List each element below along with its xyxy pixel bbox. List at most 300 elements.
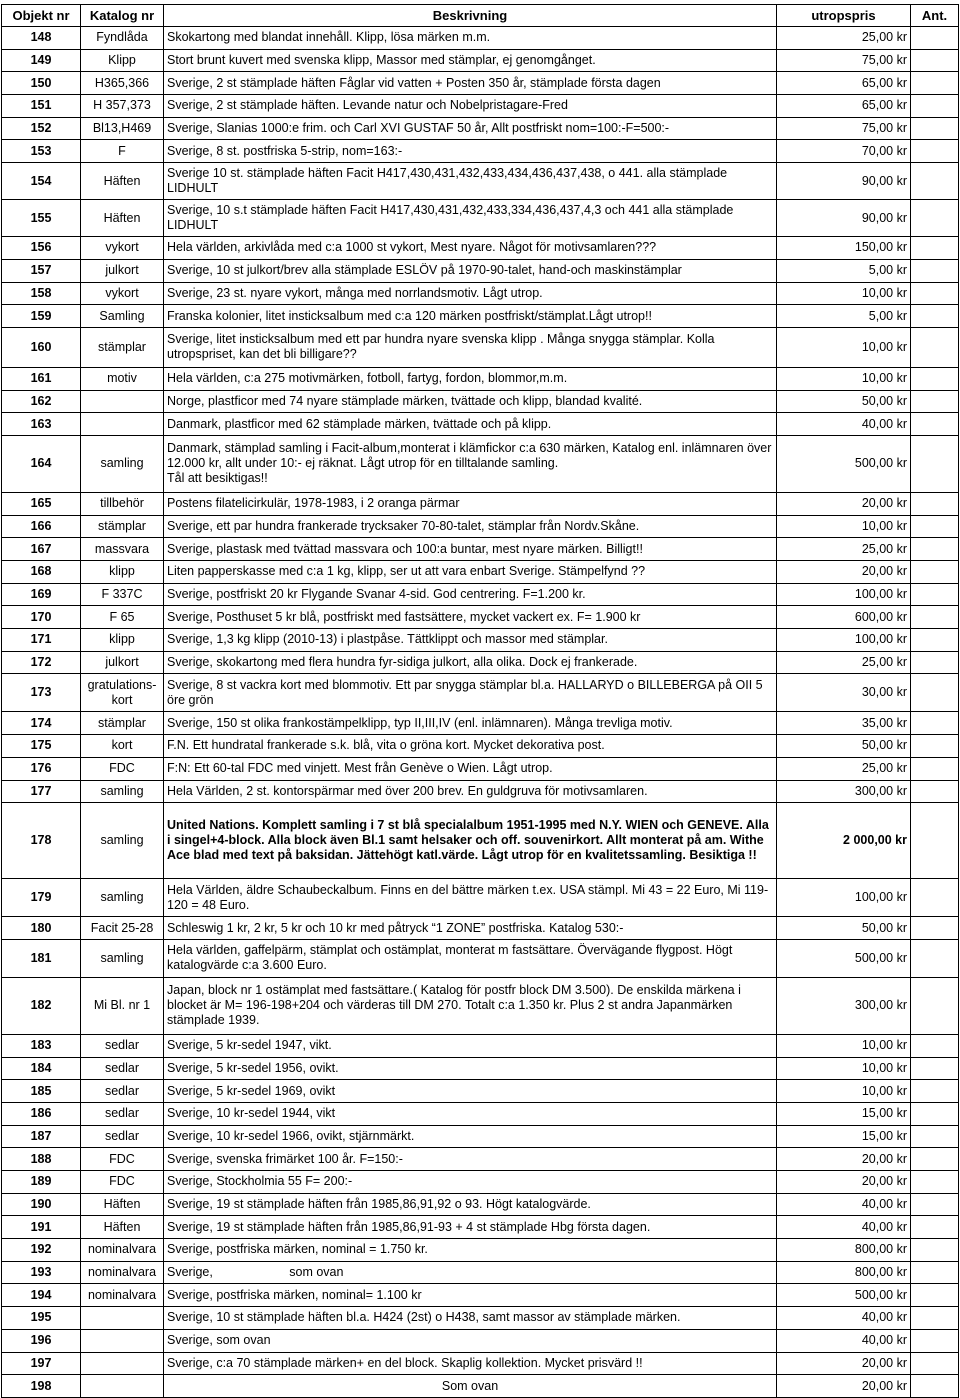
- quantity: [911, 757, 959, 780]
- quantity: [911, 1284, 959, 1307]
- table-row: [2, 413, 959, 436]
- quantity: [911, 606, 959, 629]
- table-row: [2, 1171, 959, 1194]
- quantity: [911, 49, 959, 72]
- header-beskrivning: Beskrivning: [164, 5, 777, 27]
- lot-number: 161: [2, 367, 81, 390]
- table-row: [2, 435, 959, 492]
- lot-number: 152: [2, 117, 81, 140]
- table-row: [2, 939, 959, 977]
- header-katalog: Katalog nr: [81, 5, 164, 27]
- lot-number: 194: [2, 1284, 81, 1307]
- starting-price: 20,00 kr: [777, 1352, 911, 1375]
- quantity: [911, 1193, 959, 1216]
- description: Hela Världen, 2 st. kontorspärmar med över 200 brev. En guldgruva för motivsamlaren.: [164, 780, 777, 803]
- catalog-number: FDC: [81, 1171, 164, 1194]
- lot-number: 172: [2, 651, 81, 674]
- lot-number: 197: [2, 1352, 81, 1375]
- catalog-number: [81, 1329, 164, 1352]
- lot-number: 162: [2, 390, 81, 413]
- quantity: [911, 674, 959, 712]
- catalog-number: sedlar: [81, 1034, 164, 1057]
- catalog-number: samling: [81, 803, 164, 879]
- lot-number: 182: [2, 977, 81, 1034]
- table-row: [2, 95, 959, 118]
- starting-price: 25,00 kr: [777, 27, 911, 50]
- catalog-number: tillbehör: [81, 492, 164, 515]
- starting-price: 10,00 kr: [777, 1080, 911, 1103]
- table-row: [2, 879, 959, 917]
- quantity: [911, 1216, 959, 1239]
- description: Sverige, 8 st. postfriska 5-strip, nom=163:-: [164, 140, 777, 163]
- starting-price: 40,00 kr: [777, 1216, 911, 1239]
- starting-price: 65,00 kr: [777, 72, 911, 95]
- description: Skokartong med blandat innehåll. Klipp, lösa märken m.m.: [164, 27, 777, 50]
- quantity: [911, 1148, 959, 1171]
- table-row: [2, 1034, 959, 1057]
- lot-number: 184: [2, 1057, 81, 1080]
- quantity: [911, 435, 959, 492]
- lot-number: 168: [2, 561, 81, 584]
- quantity: [911, 327, 959, 367]
- quantity: [911, 282, 959, 305]
- lot-number: 156: [2, 237, 81, 260]
- starting-price: 25,00 kr: [777, 538, 911, 561]
- description: Sverige, 23 st. nyare vykort, många med norrlandsmotiv. Lågt utrop.: [164, 282, 777, 305]
- description: Postens filatelicirkulär, 1978-1983, i 2 oranga pärmar: [164, 492, 777, 515]
- description: Sverige, c:a 70 stämplade märken+ en del block. Skaplig kollektion. Mycket prisvärd !!: [164, 1352, 777, 1375]
- catalog-number: nominalvara: [81, 1239, 164, 1262]
- description: United Nations. Komplett samling i 7 st blå specialalbum 1951-1995 med N.Y. WIEN och GENEVE. Alla i singel+4-block. Alla block även Bl.1 samt helsaker och off. souvenirkort. Allt monterat på am. Withe Ace blad med text på baksidan. Jättehögt katl.värde. Lågt utrop för en kvalitetssamling. Besiktiga !!: [164, 803, 777, 879]
- starting-price: 10,00 kr: [777, 327, 911, 367]
- lot-number: 179: [2, 879, 81, 917]
- starting-price: 10,00 kr: [777, 1057, 911, 1080]
- catalog-number: Mi Bl. nr 1: [81, 977, 164, 1034]
- quantity: [911, 1307, 959, 1330]
- table-row: [2, 305, 959, 328]
- quantity: [911, 413, 959, 436]
- catalog-number: klipp: [81, 629, 164, 652]
- quantity: [911, 1102, 959, 1125]
- table-row: [2, 72, 959, 95]
- starting-price: 40,00 kr: [777, 1193, 911, 1216]
- description: Sverige, 10 st stämplade häften bl.a. H424 (2st) o H438, samt massor av stämplade märken.: [164, 1307, 777, 1330]
- starting-price: 20,00 kr: [777, 1375, 911, 1398]
- lot-number: 180: [2, 917, 81, 940]
- table-row: [2, 259, 959, 282]
- description: Sverige, plastask med tvättad massvara och 100:a buntar, mest nyare märken. Billigt!!: [164, 538, 777, 561]
- table-row: [2, 977, 959, 1034]
- description: Sverige, som ovan: [164, 1329, 777, 1352]
- starting-price: 10,00 kr: [777, 1034, 911, 1057]
- catalog-number: vykort: [81, 237, 164, 260]
- description: F.N. Ett hundratal frankerade s.k. blå, vita o gröna kort. Mycket dekorativa post.: [164, 735, 777, 758]
- quantity: [911, 879, 959, 917]
- table-row: [2, 1261, 959, 1284]
- starting-price: 10,00 kr: [777, 282, 911, 305]
- catalog-number: Facit 25-28: [81, 917, 164, 940]
- table-row: [2, 27, 959, 50]
- starting-price: 30,00 kr: [777, 674, 911, 712]
- description: Norge, plastficor med 74 nyare stämplade märken, tvättade och klipp, blandad kvalité.: [164, 390, 777, 413]
- starting-price: 75,00 kr: [777, 49, 911, 72]
- starting-price: 40,00 kr: [777, 413, 911, 436]
- quantity: [911, 1057, 959, 1080]
- description: Sverige, 10 kr-sedel 1944, vikt: [164, 1102, 777, 1125]
- starting-price: 50,00 kr: [777, 917, 911, 940]
- starting-price: 800,00 kr: [777, 1239, 911, 1262]
- table-row: [2, 327, 959, 367]
- description: Hela världen, gaffelpärm, stämplat och ostämplat, monterat m fastsättare. Övervägande flygpost. Högt katalogvärde c:a 3.600 Euro.: [164, 939, 777, 977]
- lot-number: 177: [2, 780, 81, 803]
- quantity: [911, 515, 959, 538]
- header-row: [2, 5, 959, 27]
- lot-number: 159: [2, 305, 81, 328]
- lot-number: 191: [2, 1216, 81, 1239]
- starting-price: 20,00 kr: [777, 492, 911, 515]
- catalog-number: [81, 413, 164, 436]
- starting-price: 600,00 kr: [777, 606, 911, 629]
- starting-price: 500,00 kr: [777, 1284, 911, 1307]
- table-row: [2, 237, 959, 260]
- lot-number: 171: [2, 629, 81, 652]
- lot-number: 196: [2, 1329, 81, 1352]
- starting-price: 50,00 kr: [777, 390, 911, 413]
- quantity: [911, 803, 959, 879]
- description: Danmark, stämplad samling i Facit-album,monterat i klämfickor c:a 630 märken, Katalog enl. inlämnaren över 12.000 kr, allt under 10:- ej räknat. Lågt utrop för en tilltalande samling. Tål att besiktigas!!: [164, 435, 777, 492]
- catalog-number: stämplar: [81, 327, 164, 367]
- starting-price: 50,00 kr: [777, 735, 911, 758]
- starting-price: 20,00 kr: [777, 1171, 911, 1194]
- quantity: [911, 95, 959, 118]
- table-row: [2, 674, 959, 712]
- lot-number: 185: [2, 1080, 81, 1103]
- table-row: [2, 1352, 959, 1375]
- table-row: [2, 712, 959, 735]
- description: Sverige, skokartong med flera hundra fyr-sidiga julkort, alla olika. Dock ej frankerade.: [164, 651, 777, 674]
- description: Sverige, 5 kr-sedel 1956, ovikt.: [164, 1057, 777, 1080]
- table-row: [2, 1080, 959, 1103]
- description: Hela Världen, äldre Schaubeckalbum. Finns en del bättre märken t.ex. USA stämpl. Mi 43 = 22 Euro, Mi 119-120 = 48 Euro.: [164, 879, 777, 917]
- description: Danmark, plastficor med 62 stämplade märken, tvättade och på klipp.: [164, 413, 777, 436]
- starting-price: 5,00 kr: [777, 305, 911, 328]
- description: Sverige, Posthuset 5 kr blå, postfriskt med fastsättere, mycket vackert ex. F= 1.900 kr: [164, 606, 777, 629]
- table-row: [2, 917, 959, 940]
- starting-price: 2 000,00 kr: [777, 803, 911, 879]
- quantity: [911, 1171, 959, 1194]
- table-row: [2, 117, 959, 140]
- quantity: [911, 27, 959, 50]
- starting-price: 40,00 kr: [777, 1329, 911, 1352]
- catalog-number: Klipp: [81, 49, 164, 72]
- lot-number: 167: [2, 538, 81, 561]
- lot-number: 158: [2, 282, 81, 305]
- description: Sverige, 10 kr-sedel 1966, ovikt, stjärnmärkt.: [164, 1125, 777, 1148]
- catalog-number: kort: [81, 735, 164, 758]
- lot-number: 154: [2, 163, 81, 200]
- lot-number: 148: [2, 27, 81, 50]
- starting-price: 500,00 kr: [777, 435, 911, 492]
- catalog-number: julkort: [81, 259, 164, 282]
- quantity: [911, 1352, 959, 1375]
- starting-price: 20,00 kr: [777, 561, 911, 584]
- quantity: [911, 390, 959, 413]
- catalog-number: F 337C: [81, 583, 164, 606]
- catalog-number: [81, 390, 164, 413]
- quantity: [911, 583, 959, 606]
- description: Sverige, 10 st julkort/brev alla stämplade ESLÖV på 1970-90-talet, hand-och maskinstämplar: [164, 259, 777, 282]
- catalog-number: Samling: [81, 305, 164, 328]
- catalog-number: sedlar: [81, 1102, 164, 1125]
- header-utropspris: utropspris: [777, 5, 911, 27]
- table-row: [2, 515, 959, 538]
- catalog-number: [81, 1352, 164, 1375]
- catalog-number: Häften: [81, 1216, 164, 1239]
- lot-number: 169: [2, 583, 81, 606]
- lot-number: 198: [2, 1375, 81, 1398]
- catalog-number: F 65: [81, 606, 164, 629]
- table-row: [2, 492, 959, 515]
- lot-number: 165: [2, 492, 81, 515]
- description: Sverige, ett par hundra frankerade trycksaker 70-80-talet, stämplar från Nordv.Skåne.: [164, 515, 777, 538]
- lot-number: 192: [2, 1239, 81, 1262]
- catalog-number: H365,366: [81, 72, 164, 95]
- catalog-number: samling: [81, 939, 164, 977]
- description: Sverige, postfriska märken, nominal = 1.750 kr.: [164, 1239, 777, 1262]
- description: Sverige, Slanias 1000:e frim. och Carl XVI GUSTAF 50 år, Allt postfriskt nom=100:-F=500:-: [164, 117, 777, 140]
- catalog-number: sedlar: [81, 1080, 164, 1103]
- catalog-number: klipp: [81, 561, 164, 584]
- quantity: [911, 1125, 959, 1148]
- starting-price: 70,00 kr: [777, 140, 911, 163]
- lot-number: 164: [2, 435, 81, 492]
- description: Liten papperskasse med c:a 1 kg, klipp, ser ut att vara enbart Sverige. Stämpelfynd ??: [164, 561, 777, 584]
- table-row: [2, 803, 959, 879]
- table-row: [2, 1284, 959, 1307]
- lot-number: 175: [2, 735, 81, 758]
- description: Som ovan: [164, 1375, 777, 1398]
- description: Japan, block nr 1 ostämplat med fastsättare.( Katalog för postfr block DM 3.500). De enskilda märkena i blocket är M= 196-198+204 och värderas till DM 270. Totalt c:a 1.350 kr. Plus 2 st andra Japanmärken stämplade 1939.: [164, 977, 777, 1034]
- lot-number: 189: [2, 1171, 81, 1194]
- description: Sverige, 5 kr-sedel 1969, ovikt: [164, 1080, 777, 1103]
- lot-number: 170: [2, 606, 81, 629]
- description: Hela världen, c:a 275 motivmärken, fotboll, fartyg, fordon, blommor,m.m.: [164, 367, 777, 390]
- quantity: [911, 200, 959, 237]
- lot-number: 195: [2, 1307, 81, 1330]
- quantity: [911, 1080, 959, 1103]
- table-row: [2, 629, 959, 652]
- quantity: [911, 1034, 959, 1057]
- description: F:N: Ett 60-tal FDC med vinjett. Mest från Genève o Wien. Lågt utrop.: [164, 757, 777, 780]
- table-row: [2, 583, 959, 606]
- description: Sverige, 19 st stämplade häften från 1985,86,91-93 + 4 st stämplade Hbg första dagen.: [164, 1216, 777, 1239]
- catalog-number: nominalvara: [81, 1261, 164, 1284]
- table-row: [2, 200, 959, 237]
- table-row: [2, 538, 959, 561]
- starting-price: 300,00 kr: [777, 780, 911, 803]
- starting-price: 90,00 kr: [777, 163, 911, 200]
- table-row: [2, 390, 959, 413]
- starting-price: 500,00 kr: [777, 939, 911, 977]
- catalog-number: samling: [81, 879, 164, 917]
- header-ant: Ant.: [911, 5, 959, 27]
- lot-number: 181: [2, 939, 81, 977]
- catalog-number: [81, 1375, 164, 1398]
- starting-price: 150,00 kr: [777, 237, 911, 260]
- lot-number: 166: [2, 515, 81, 538]
- table-row: [2, 1329, 959, 1352]
- description: Hela världen, arkivlåda med c:a 1000 st vykort, Mest nyare. Något för motivsamlaren???: [164, 237, 777, 260]
- lot-number: 149: [2, 49, 81, 72]
- description: Sverige, 1,3 kg klipp (2010-13) i plastpåse. Tättklippt och massor med stämplar.: [164, 629, 777, 652]
- table-row: [2, 1307, 959, 1330]
- starting-price: 25,00 kr: [777, 651, 911, 674]
- table-row: [2, 757, 959, 780]
- description: Sverige, 5 kr-sedel 1947, vikt.: [164, 1034, 777, 1057]
- quantity: [911, 917, 959, 940]
- description: Sverige, 150 st olika frankostämpelklipp, typ II,III,IV (enl. inlämnaren). Många trevliga motiv.: [164, 712, 777, 735]
- lot-number: 155: [2, 200, 81, 237]
- lot-number: 186: [2, 1102, 81, 1125]
- table-row: [2, 1193, 959, 1216]
- table-row: [2, 282, 959, 305]
- catalog-number: FDC: [81, 1148, 164, 1171]
- description: Sverige, som ovan: [164, 1261, 777, 1284]
- starting-price: 10,00 kr: [777, 367, 911, 390]
- table-row: [2, 1057, 959, 1080]
- catalog-number: samling: [81, 780, 164, 803]
- quantity: [911, 237, 959, 260]
- description: Sverige, 2 st stämplade häften Fåglar vid vatten + Posten 350 år, stämplade första dagen: [164, 72, 777, 95]
- quantity: [911, 492, 959, 515]
- lot-number: 187: [2, 1125, 81, 1148]
- description: Sverige, postfriska märken, nominal= 1.100 kr: [164, 1284, 777, 1307]
- catalog-number: F: [81, 140, 164, 163]
- catalog-number: nominalvara: [81, 1284, 164, 1307]
- quantity: [911, 72, 959, 95]
- starting-price: 100,00 kr: [777, 879, 911, 917]
- description: Stort brunt kuvert med svenska klipp, Massor med stämplar, ej genomgånget.: [164, 49, 777, 72]
- table-row: [2, 561, 959, 584]
- catalog-number: motiv: [81, 367, 164, 390]
- description: Schleswig 1 kr, 2 kr, 5 kr och 10 kr med påtryck “1 ZONE” postfriska. Katalog 530:-: [164, 917, 777, 940]
- description: Sverige, svenska frimärket 100 år. F=150:-: [164, 1148, 777, 1171]
- table-row: [2, 1216, 959, 1239]
- quantity: [911, 977, 959, 1034]
- catalog-number: [81, 1307, 164, 1330]
- quantity: [911, 538, 959, 561]
- lot-number: 173: [2, 674, 81, 712]
- catalog-number: FDC: [81, 757, 164, 780]
- quantity: [911, 712, 959, 735]
- quantity: [911, 629, 959, 652]
- table-row: [2, 1148, 959, 1171]
- catalog-number: samling: [81, 435, 164, 492]
- quantity: [911, 1239, 959, 1262]
- starting-price: 15,00 kr: [777, 1125, 911, 1148]
- lot-number: 151: [2, 95, 81, 118]
- catalog-number: julkort: [81, 651, 164, 674]
- table-row: [2, 606, 959, 629]
- starting-price: 5,00 kr: [777, 259, 911, 282]
- catalog-number: Häften: [81, 163, 164, 200]
- catalog-number: vykort: [81, 282, 164, 305]
- catalog-number: Fyndlåda: [81, 27, 164, 50]
- description: Sverige, litet insticksalbum med ett par hundra nyare svenska klipp . Många snygga stämplar. Kolla utropspriset, kan det bli billigare??: [164, 327, 777, 367]
- lot-number: 174: [2, 712, 81, 735]
- lot-number: 183: [2, 1034, 81, 1057]
- description: Sverige, 8 st vackra kort med blommotiv. Ett par snygga stämplar bl.a. HALLARYD o BILLEBERGA på OII 5 öre grön: [164, 674, 777, 712]
- quantity: [911, 367, 959, 390]
- table-row: [2, 651, 959, 674]
- starting-price: 25,00 kr: [777, 757, 911, 780]
- table-row: [2, 140, 959, 163]
- quantity: [911, 939, 959, 977]
- quantity: [911, 780, 959, 803]
- quantity: [911, 1329, 959, 1352]
- lot-number: 157: [2, 259, 81, 282]
- catalog-number: gratulations-kort: [81, 674, 164, 712]
- starting-price: 15,00 kr: [777, 1102, 911, 1125]
- catalog-number: Häften: [81, 1193, 164, 1216]
- catalog-number: stämplar: [81, 712, 164, 735]
- catalog-number: sedlar: [81, 1057, 164, 1080]
- description: Sverige, 19 st stämplade häften från 1985,86,91,92 o 93. Högt katalogvärde.: [164, 1193, 777, 1216]
- table-row: [2, 1239, 959, 1262]
- table-row: [2, 1125, 959, 1148]
- table-row: [2, 1102, 959, 1125]
- starting-price: 100,00 kr: [777, 629, 911, 652]
- table-row: [2, 735, 959, 758]
- description: Sverige, 10 s.t stämplade häften Facit H417,430,431,432,433,334,436,437,4,3 och 441 alla stämplade LIDHULT: [164, 200, 777, 237]
- quantity: [911, 259, 959, 282]
- lot-number: 150: [2, 72, 81, 95]
- starting-price: 800,00 kr: [777, 1261, 911, 1284]
- header-objekt: Objekt nr: [2, 5, 81, 27]
- starting-price: 10,00 kr: [777, 515, 911, 538]
- quantity: [911, 735, 959, 758]
- lot-number: 153: [2, 140, 81, 163]
- starting-price: 40,00 kr: [777, 1307, 911, 1330]
- starting-price: 300,00 kr: [777, 977, 911, 1034]
- quantity: [911, 1375, 959, 1398]
- description: Sverige, 2 st stämplade häften. Levande natur och Nobelpristagare-Fred: [164, 95, 777, 118]
- quantity: [911, 561, 959, 584]
- starting-price: 75,00 kr: [777, 117, 911, 140]
- lot-number: 188: [2, 1148, 81, 1171]
- quantity: [911, 1261, 959, 1284]
- description: Franska kolonier, litet insticksalbum med c:a 120 märken postfriskt/stämplat.Lågt utrop!!: [164, 305, 777, 328]
- lot-number: 193: [2, 1261, 81, 1284]
- starting-price: 20,00 kr: [777, 1148, 911, 1171]
- catalog-number: Bl13,H469: [81, 117, 164, 140]
- catalog-number: sedlar: [81, 1125, 164, 1148]
- table-row: [2, 49, 959, 72]
- lot-number: 190: [2, 1193, 81, 1216]
- table-row: [2, 163, 959, 200]
- table-row: [2, 367, 959, 390]
- quantity: [911, 140, 959, 163]
- catalog-number: Häften: [81, 200, 164, 237]
- starting-price: 65,00 kr: [777, 95, 911, 118]
- quantity: [911, 305, 959, 328]
- lot-number: 176: [2, 757, 81, 780]
- lot-number: 163: [2, 413, 81, 436]
- starting-price: 35,00 kr: [777, 712, 911, 735]
- catalog-number: massvara: [81, 538, 164, 561]
- quantity: [911, 117, 959, 140]
- table-row: [2, 1375, 959, 1398]
